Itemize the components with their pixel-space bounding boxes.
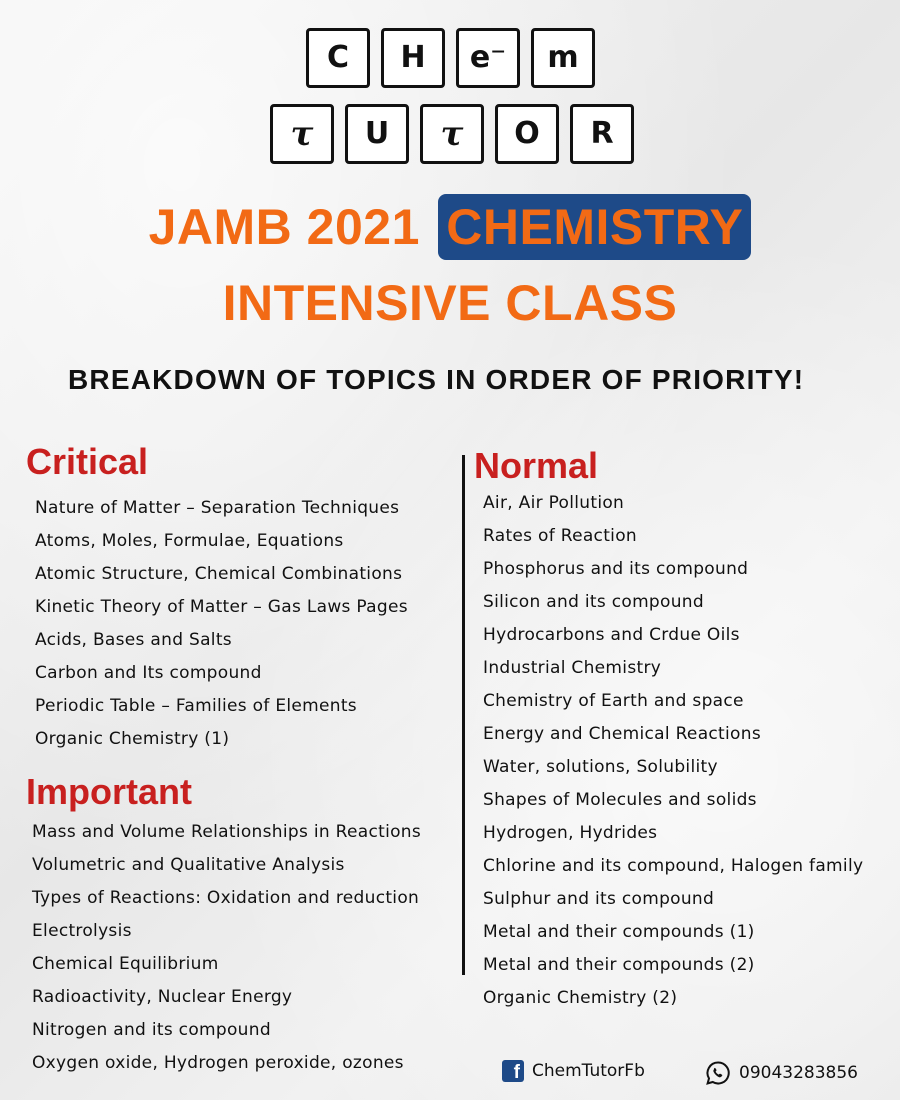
subheading: BREAKDOWN OF TOPICS IN ORDER OF PRIORITY! (68, 364, 805, 395)
important-topic-item: Nitrogen and its compound (32, 1020, 271, 1040)
critical-topic-item: Carbon and Its compound (35, 663, 262, 683)
normal-topic-item: Shapes of Molecules and solids (483, 790, 757, 810)
important-topic-item: Types of Reactions: Oxidation and reduction (32, 888, 420, 908)
column-divider (462, 455, 465, 975)
headline-line-1 (0, 194, 900, 260)
important-topic-item: Radioactivity, Nuclear Energy (32, 987, 293, 1007)
logo-tile: C (306, 28, 370, 88)
footer-whatsapp[interactable] (705, 1060, 858, 1086)
logo-tile: τ (270, 104, 334, 164)
logo-row-chem (306, 28, 595, 88)
normal-topic-item: Organic Chemistry (2) (483, 988, 678, 1008)
facebook-handle: ChemTutorFb (532, 1061, 645, 1081)
logo-tile: H (381, 28, 445, 88)
normal-topic-item: Chlorine and its compound, Halogen family (483, 856, 864, 876)
normal-topic-item: Silicon and its compound (483, 592, 704, 612)
important-topic-list (32, 816, 421, 1080)
normal-topic-item: Hydrogen, Hydrides (483, 823, 658, 843)
normal-topic-item: Sulphur and its compound (483, 889, 715, 909)
normal-topic-item: Metal and their compounds (2) (483, 955, 755, 975)
headline-highlight: CHEMISTRY (438, 194, 751, 260)
logo-tile: m (531, 28, 595, 88)
normal-topic-item: Chemistry of Earth and space (483, 691, 744, 711)
critical-topic-item: Nature of Matter – Separation Techniques (35, 498, 400, 518)
logo-tile: e⁻ (456, 28, 520, 88)
important-topic-item: Electrolysis (32, 921, 132, 941)
critical-topic-item: Organic Chemistry (1) (35, 729, 230, 749)
footer-facebook[interactable] (502, 1060, 645, 1082)
normal-topic-item: Hydrocarbons and Crdue Oils (483, 625, 740, 645)
critical-topic-item: Periodic Table – Families of Elements (35, 696, 357, 716)
headline-prefix: JAMB 2021 (148, 199, 420, 255)
headline-line-2: INTENSIVE CLASS (222, 275, 678, 331)
critical-topic-list (35, 492, 408, 756)
important-topic-item: Mass and Volume Relationships in Reactions (32, 822, 422, 842)
section-title-normal: Normal (474, 445, 599, 486)
normal-topic-item: Energy and Chemical Reactions (483, 724, 761, 744)
normal-topic-item: Metal and their compounds (1) (483, 922, 755, 942)
normal-topic-item: Industrial Chemistry (483, 658, 662, 678)
critical-topic-item: Acids, Bases and Salts (35, 630, 232, 650)
critical-topic-item: Atoms, Moles, Formulae, Equations (35, 531, 344, 551)
logo-tile: τ (420, 104, 484, 164)
critical-topic-item: Kinetic Theory of Matter – Gas Laws Pages (35, 597, 408, 617)
critical-topic-item: Atomic Structure, Chemical Combinations (35, 564, 403, 584)
important-topic-item: Oxygen oxide, Hydrogen peroxide, ozones (32, 1053, 404, 1073)
important-topic-item: Chemical Equilibrium (32, 954, 219, 974)
facebook-icon: f (502, 1060, 524, 1082)
normal-topic-item: Rates of Reaction (483, 526, 637, 546)
logo-tile: R (570, 104, 634, 164)
logo-row-tutor (270, 104, 634, 164)
whatsapp-number: 09043283856 (739, 1063, 858, 1083)
normal-topic-item: Phosphorus and its compound (483, 559, 749, 579)
logo-tile: O (495, 104, 559, 164)
normal-topic-list (483, 487, 863, 1015)
logo-tile: U (345, 104, 409, 164)
section-title-important: Important (26, 771, 192, 812)
normal-topic-item: Water, solutions, Solubility (483, 757, 718, 777)
whatsapp-icon (705, 1060, 731, 1086)
normal-topic-item: Air, Air Pollution (483, 493, 625, 513)
important-topic-item: Volumetric and Qualitative Analysis (32, 855, 345, 875)
section-title-critical: Critical (26, 441, 149, 482)
